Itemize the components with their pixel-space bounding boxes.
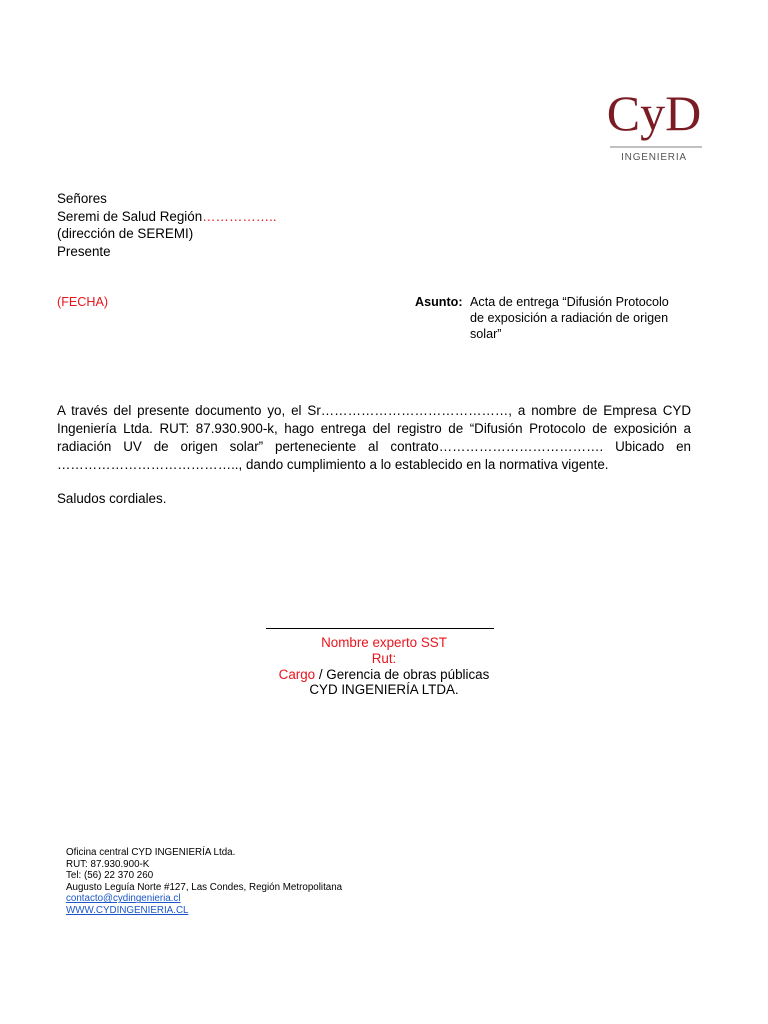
recipient-address	[57, 190, 277, 260]
signer-department: / Gerencia de obras públicas	[315, 666, 490, 682]
website-link[interactable]: WWW.CYDINGENIERIA.CL	[66, 904, 189, 916]
cyd-logo-graphic	[596, 80, 712, 170]
signer-position	[234, 667, 534, 683]
region-blank: ……………..	[202, 208, 277, 224]
body-text: A través del presente documento yo, el Sr	[57, 403, 321, 418]
subject-label: Asunto:	[415, 295, 463, 309]
body-line	[57, 456, 691, 474]
signer-name: Nombre experto SST	[321, 635, 447, 650]
contract-blank: ……………………………….	[438, 439, 604, 454]
footer-office: Oficina central CYD INGENIERÍA Ltda.	[66, 847, 236, 858]
signer-cargo: Cargo	[278, 666, 316, 682]
body-text: radiación UV de origen solar” perteneciente al contrato	[57, 439, 439, 454]
letter-body	[57, 402, 691, 474]
address-text: Seremi de Salud Región	[57, 208, 203, 224]
body-text: Ubicado en	[603, 439, 691, 454]
address-line: Presente	[57, 243, 111, 259]
footer-contact	[66, 847, 342, 917]
subject-line: Acta de entrega “Difusión Protocolo	[470, 295, 669, 309]
body-text: , dando cumplimiento a lo establecido en la normativa vigente.	[238, 457, 609, 472]
subject-text	[470, 295, 710, 342]
body-text: , a nombre de Empresa CYD	[508, 403, 692, 418]
subject-line: de exposición a radiación de origen	[470, 310, 669, 325]
company-logo	[596, 80, 712, 170]
signature-line	[266, 628, 494, 629]
signer-company: CYD INGENIERÍA LTDA.	[309, 682, 459, 698]
name-blank: ……………………………………	[320, 403, 509, 418]
logo-letters: CyD	[606, 85, 702, 141]
signature-block	[234, 635, 534, 698]
footer-rut: RUT: 87.930.900-K	[66, 858, 150, 870]
date-placeholder: (FECHA)	[57, 295, 109, 309]
address-line	[57, 208, 277, 226]
subject-line: solar”	[470, 326, 502, 341]
body-line: Ingeniería Ltda. RUT: 87.930.900-k, hago entrega del registro de “Difusión Protocolo de exposición a	[57, 421, 691, 436]
body-line	[57, 438, 691, 456]
signer-rut: Rut:	[371, 650, 397, 666]
footer-address: Augusto Leguía Norte #127, Las Condes, Región Metropolitana	[66, 881, 343, 893]
body-line	[57, 402, 691, 420]
closing-greeting: Saludos cordiales.	[57, 491, 167, 506]
logo-caption: INGENIERIA	[621, 152, 687, 163]
address-line: Señores	[57, 191, 107, 206]
footer-phone: Tel: (56) 22 370 260	[66, 870, 154, 882]
address-line: (dirección de SEREMI)	[57, 226, 194, 241]
email-link[interactable]: contacto@cydingenieria.cl	[66, 893, 181, 905]
location-blank: …………………………………..	[57, 457, 239, 472]
